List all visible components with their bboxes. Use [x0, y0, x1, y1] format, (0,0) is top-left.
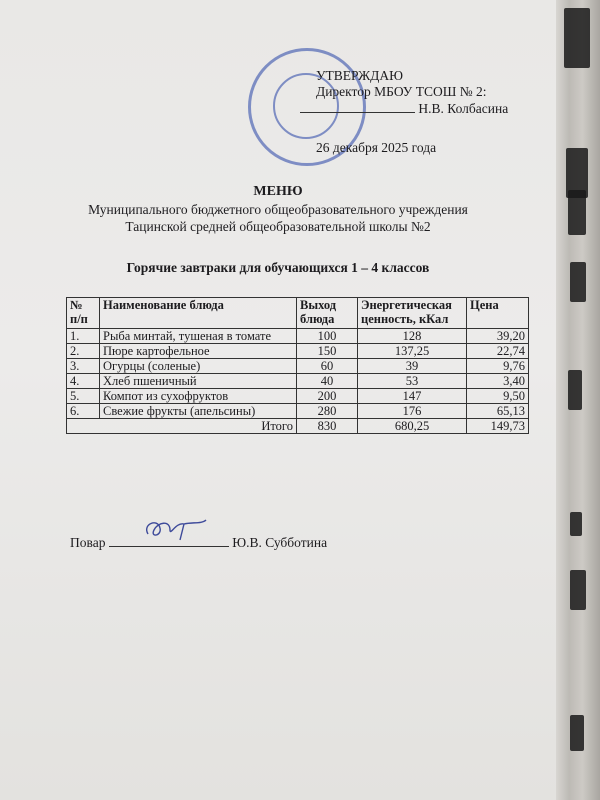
approval-position: Директор МБОУ ТСОШ № 2:	[316, 84, 487, 99]
row-price: 22,74	[467, 344, 529, 359]
header-name: Наименование блюда	[100, 298, 297, 329]
row-yield: 60	[297, 359, 358, 374]
row-price: 9,50	[467, 389, 529, 404]
director-name: Н.В. Колбасина	[418, 101, 509, 116]
row-num: 6.	[67, 404, 100, 419]
row-name: Свежие фрукты (апельсины)	[100, 404, 297, 419]
row-num: 5.	[67, 389, 100, 404]
row-yield: 150	[297, 344, 358, 359]
row-num: 1.	[67, 329, 100, 344]
org-name-line1: Муниципального бюджетного общеобразовательного учреждения	[88, 202, 468, 217]
director-signature-line	[300, 100, 508, 117]
table-total-row	[67, 419, 529, 434]
row-price: 3,40	[467, 374, 529, 389]
row-energy: 53	[358, 374, 467, 389]
total-label: Итого	[67, 419, 297, 434]
row-num: 2.	[67, 344, 100, 359]
table-row	[67, 404, 529, 419]
row-energy: 147	[358, 389, 467, 404]
table-row	[67, 389, 529, 404]
total-energy: 680,25	[358, 419, 467, 434]
row-price: 65,13	[467, 404, 529, 419]
row-name: Пюре картофельное	[100, 344, 297, 359]
approval-date: 26 декабря 2025 года	[316, 140, 437, 155]
menu-title: МЕНЮ	[253, 184, 303, 199]
row-energy: 39	[358, 359, 467, 374]
row-price: 39,20	[467, 329, 529, 344]
table-row	[67, 344, 529, 359]
row-energy: 128	[358, 329, 467, 344]
cook-label: Повар	[70, 535, 106, 550]
page-edge-background	[556, 0, 600, 800]
header-num: № п/п	[67, 298, 100, 329]
row-num: 3.	[67, 359, 100, 374]
row-num: 4.	[67, 374, 100, 389]
row-price: 9,76	[467, 359, 529, 374]
row-energy: 137,25	[358, 344, 467, 359]
cook-name: Ю.В. Субботина	[232, 535, 328, 550]
approval-title: УТВЕРЖДАЮ	[316, 68, 404, 83]
cook-signature-scribble	[140, 514, 210, 544]
row-yield: 200	[297, 389, 358, 404]
row-yield: 40	[297, 374, 358, 389]
header-energy: Энергетическая ценность, кКал	[358, 298, 467, 329]
table-header-row	[67, 298, 529, 329]
total-yield: 830	[297, 419, 358, 434]
row-name: Хлеб пшеничный	[100, 374, 297, 389]
row-yield: 280	[297, 404, 358, 419]
row-name: Огурцы (соленые)	[100, 359, 297, 374]
header-yield: Выход блюда	[297, 298, 358, 329]
table-row	[67, 329, 529, 344]
row-yield: 100	[297, 329, 358, 344]
table-row	[67, 374, 529, 389]
table-row	[67, 359, 529, 374]
menu-table	[66, 297, 529, 434]
menu-subtitle: Горячие завтраки для обучающихся 1 – 4 классов	[126, 260, 430, 275]
header-price: Цена	[467, 298, 529, 329]
row-energy: 176	[358, 404, 467, 419]
row-name: Рыба минтай, тушеная в томате	[100, 329, 297, 344]
org-name-line2: Тацинской средней общеобразовательной школы №2	[125, 219, 431, 234]
total-price: 149,73	[467, 419, 529, 434]
row-name: Компот из сухофруктов	[100, 389, 297, 404]
